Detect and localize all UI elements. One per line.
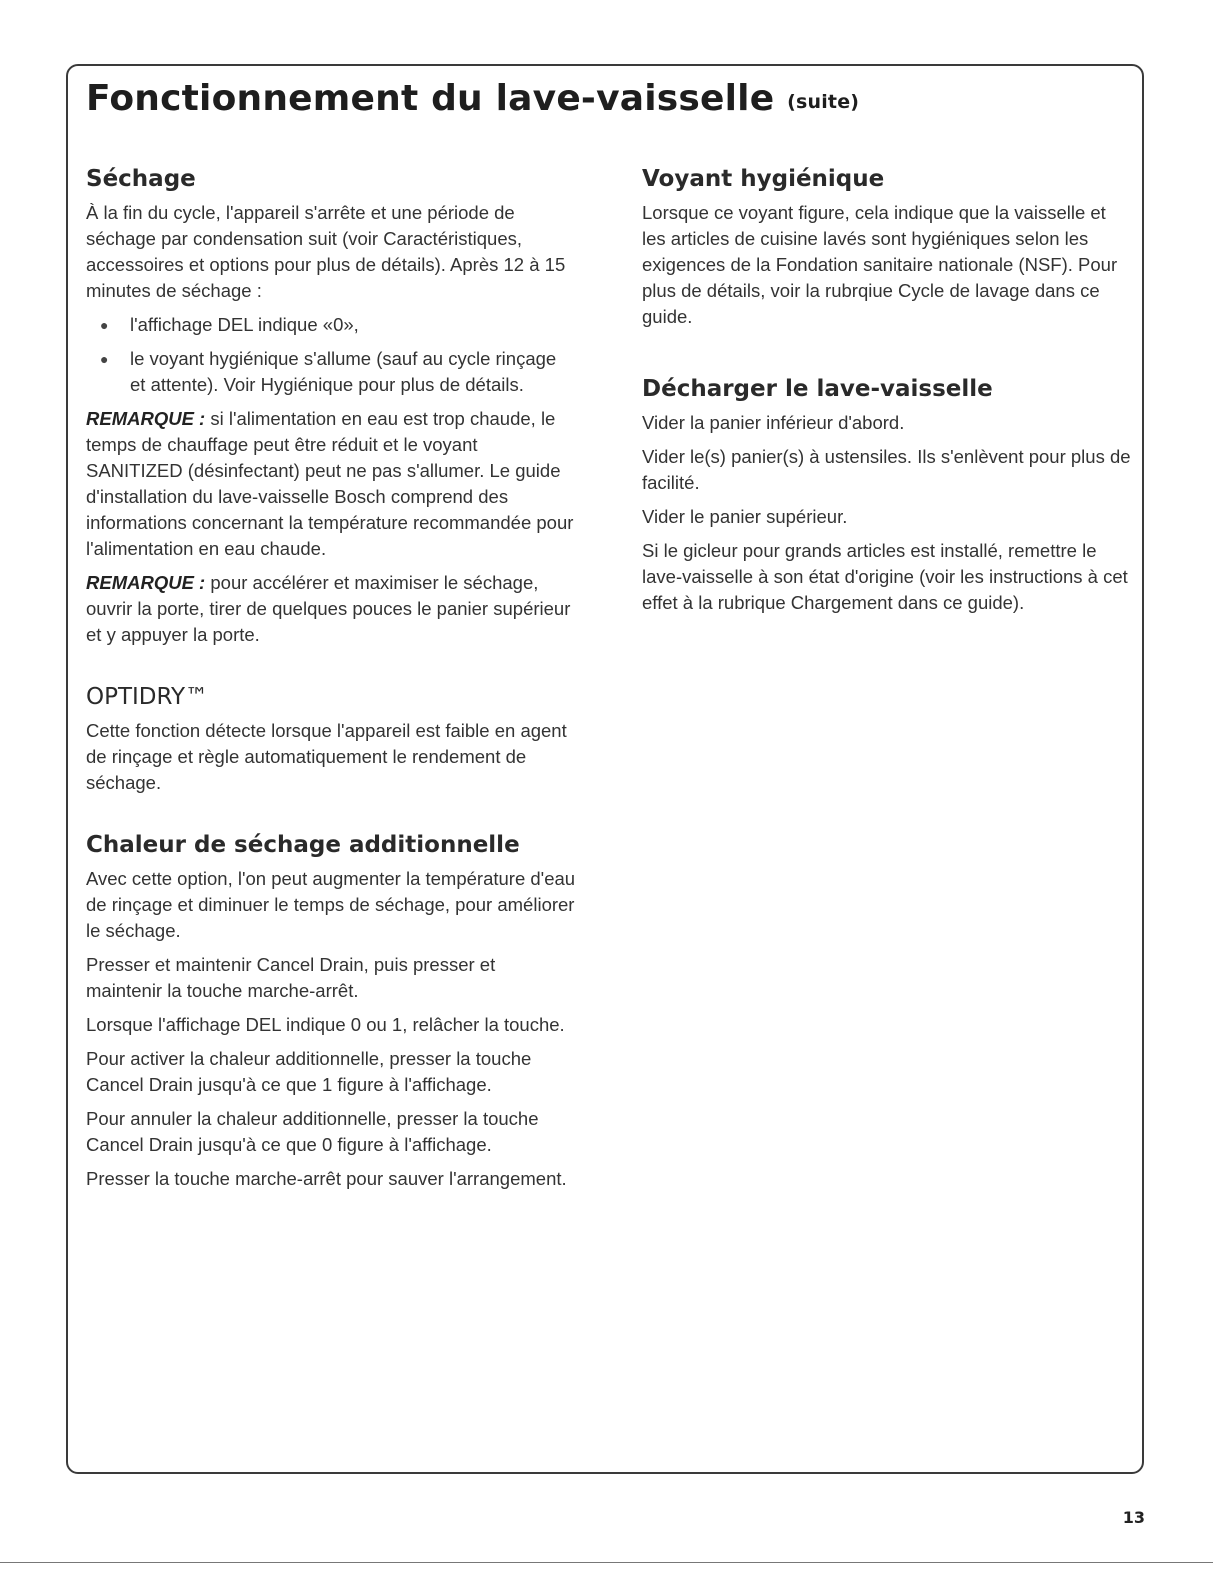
section-heading-decharger: Décharger le lave-vaisselle <box>642 376 993 402</box>
page-number: 13 <box>1122 1508 1145 1527</box>
list-item-text: le voyant hygiénique s'allume (sauf au cycle rinçage et attente). Voir Hygiénique pour plus de détails. <box>130 348 557 395</box>
section-heading-optidry: OPTIDRY™ <box>86 684 209 710</box>
section-optidry <box>86 682 576 796</box>
section-heading-voyant: Voyant hygiénique <box>642 166 885 192</box>
section-chaleur <box>86 830 576 1192</box>
chaleur-paragraph: Presser la touche marche-arrêt pour sauver l'arrangement. <box>86 1168 567 1189</box>
decharger-paragraph: Si le gicleur pour grands articles est installé, remettre le lave-vaisselle à son état d'origine (voir les instructions à cet effet à la rubrique Chargement dans ce guide). <box>642 540 1128 613</box>
sechage-note-1 <box>86 406 576 562</box>
bottom-rule <box>0 1562 1213 1563</box>
decharger-paragraph: Vider la panier inférieur d'abord. <box>642 412 905 433</box>
section-heading-sechage: Séchage <box>86 166 196 192</box>
bullet-icon: ● <box>100 351 109 367</box>
decharger-paragraph: Vider le(s) panier(s) à ustensiles. Ils s'enlèvent pour plus de facilité. <box>642 446 1131 493</box>
list-item <box>100 346 576 398</box>
section-decharger <box>642 374 1132 616</box>
chaleur-paragraph: Avec cette option, l'on peut augmenter la température d'eau de rinçage et diminuer le temps de séchage, pour améliorer le séchage. <box>86 868 576 941</box>
list-item-text: l'affichage DEL indique «0», <box>130 314 359 335</box>
chaleur-paragraph: Pour annuler la chaleur additionnelle, presser la touche Cancel Drain jusqu'à ce que 0 figure à l'affichage. <box>86 1108 539 1155</box>
page-title-text: Fonctionnement du lave-vaisselle <box>86 78 775 119</box>
note-text: si l'alimentation en eau est trop chaude, le temps de chauffage peut être réduit et le voyant SANITIZED (désinfectant) peut ne pas s'allumer. Le guide d'installation du lave-vaisselle Bosch comprend des informations concernant la température recommandée pour l'alimentation en eau chaude. <box>86 408 574 559</box>
note-label: REMARQUE : <box>86 408 206 429</box>
page-title-suffix: (suite) <box>787 91 860 113</box>
decharger-paragraph: Vider le panier supérieur. <box>642 506 848 527</box>
left-column <box>86 164 576 1200</box>
right-column <box>642 164 1132 624</box>
section-voyant <box>642 164 1132 330</box>
note-text: pour accélérer et maximiser le séchage, ouvrir la porte, tirer de quelques pouces le panier supérieur et y appuyer la porte. <box>86 572 571 645</box>
section-heading-chaleur: Chaleur de séchage additionnelle <box>86 832 520 858</box>
section-sechage <box>86 164 576 648</box>
sechage-note-2 <box>86 570 576 648</box>
bullet-icon: ● <box>100 317 109 333</box>
note-label: REMARQUE : <box>86 572 206 593</box>
page-title <box>86 78 859 119</box>
voyant-text: Lorsque ce voyant figure, cela indique que la vaisselle et les articles de cuisine lavés sont hygiéniques selon les exigences de la Fondation sanitaire nationale (NSF). Pour plus de détails, voir la rubrqiue Cycle de lavage dans ce guide. <box>642 202 1118 327</box>
sechage-bullet-list <box>86 312 576 398</box>
chaleur-paragraph: Lorsque l'affichage DEL indique 0 ou 1, relâcher la touche. <box>86 1014 565 1035</box>
chaleur-paragraph: Presser et maintenir Cancel Drain, puis presser et maintenir la touche marche-arrêt. <box>86 954 496 1001</box>
chaleur-paragraph: Pour activer la chaleur additionnelle, presser la touche Cancel Drain jusqu'à ce que 1 figure à l'affichage. <box>86 1048 532 1095</box>
sechage-intro: À la fin du cycle, l'appareil s'arrête et une période de séchage par condensation suit (voir Caractéristiques, accessoires et options pour plus de détails). Après 12 à 15 minutes de séchage : <box>86 202 566 301</box>
list-item <box>100 312 576 338</box>
optidry-text: Cette fonction détecte lorsque l'appareil est faible en agent de rinçage et règle automatiquement le rendement de séchage. <box>86 720 567 793</box>
